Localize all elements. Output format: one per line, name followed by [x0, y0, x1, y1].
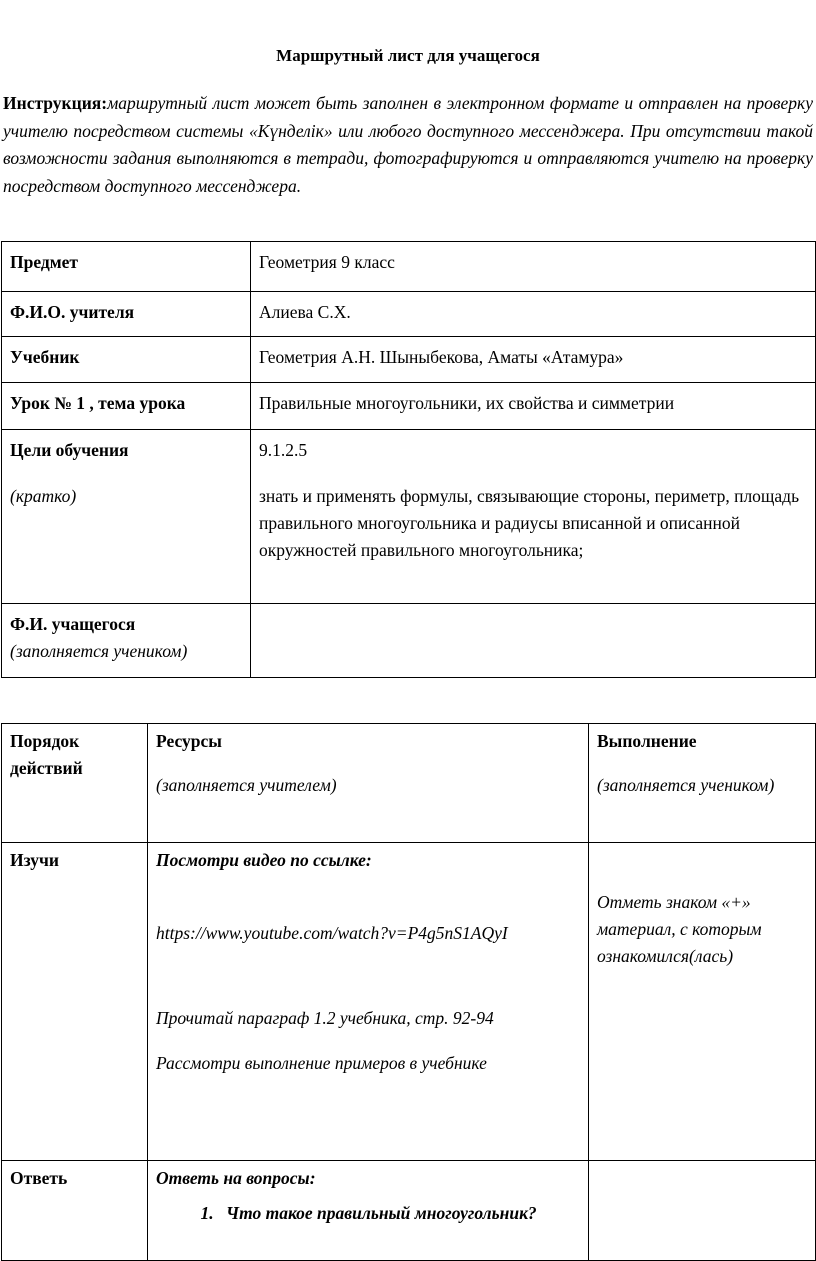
- video-link[interactable]: https://www.youtube.com/watch?v=P4g5nS1AQyI: [156, 923, 508, 943]
- table-row: [2, 430, 816, 604]
- questions-list: [156, 1200, 582, 1227]
- steps-table: [1, 723, 816, 1261]
- resources-note: (заполняется учителем): [156, 775, 337, 795]
- subject-value: Геометрия 9 класс: [251, 242, 816, 292]
- execution-header: Выполнение: [597, 731, 697, 751]
- answer-label: Ответь: [2, 1161, 148, 1261]
- study-execution-cell[interactable]: [589, 843, 816, 1161]
- table-row: [2, 292, 816, 337]
- lesson-label: Урок № 1 , тема урока: [2, 383, 251, 430]
- lesson-info-table: [1, 241, 816, 678]
- goals-label: Цели обучения: [10, 440, 129, 460]
- goals-cell-value: [251, 430, 816, 604]
- table-row: [2, 1161, 816, 1261]
- mark-material-text: Отметь знаком «+» материал, с которым ознакомился(лась): [597, 892, 762, 966]
- instruction-text: маршрутный лист может быть заполнен в электронном формате и отправлен на проверку учителю посредством системы «Күнделік» или любого доступного мессенджера. При отсутствии такой возможности задания выполняются в тетради, фотографируются и отправляются учителю на проверку посредством доступного мессенджера.: [3, 93, 813, 196]
- execution-header-cell: [589, 724, 816, 843]
- question-item: 1. Что такое правильный многоугольник?: [218, 1200, 582, 1227]
- goals-cell: [2, 430, 251, 604]
- resources-header-cell: [148, 724, 589, 843]
- instruction-label: Инструкция:: [3, 93, 108, 113]
- instruction-paragraph: [3, 90, 813, 200]
- table-row: [2, 843, 816, 1161]
- examine-examples-text: Рассмотри выполнение примеров в учебнике: [156, 1053, 487, 1073]
- textbook-label: Учебник: [2, 337, 251, 383]
- watch-video-text: Посмотри видео по ссылке:: [156, 850, 372, 870]
- table-row: [2, 604, 816, 678]
- teacher-label: Ф.И.О. учителя: [2, 292, 251, 337]
- resources-header: Ресурсы: [156, 731, 222, 751]
- page-title: Маршрутный лист для учащегося: [276, 46, 540, 65]
- study-resources-cell: [148, 843, 589, 1161]
- table-row: [2, 724, 816, 843]
- teacher-value: Алиева С.Х.: [251, 292, 816, 337]
- table-row: [2, 383, 816, 430]
- student-name-field[interactable]: [251, 604, 816, 678]
- textbook-value: Геометрия А.Н. Шыныбекова, Аматы «Атамура»: [251, 337, 816, 383]
- goals-text: знать и применять формулы, связывающие стороны, периметр, площадь правильного многоугольника и радиусы вписанной и описанной окружностей правильного многоугольника;: [259, 486, 800, 560]
- order-header: Порядок действий: [2, 724, 148, 843]
- execution-note: (заполняется учеником): [597, 775, 775, 795]
- table-row: [2, 242, 816, 292]
- lesson-value: Правильные многоугольники, их свойства и симметрии: [251, 383, 816, 430]
- student-note: (заполняется учеником): [10, 641, 188, 661]
- goals-code: 9.1.2.5: [259, 440, 308, 460]
- answer-resources-cell: [148, 1161, 589, 1261]
- answer-prompt: Ответь на вопросы:: [156, 1168, 316, 1188]
- goals-note: (кратко): [10, 486, 77, 506]
- answer-execution-cell[interactable]: [589, 1161, 816, 1261]
- table-row: [2, 337, 816, 383]
- read-paragraph-text: Прочитай параграф 1.2 учебника, стр. 92-94: [156, 1008, 494, 1028]
- student-cell: [2, 604, 251, 678]
- subject-label: Предмет: [2, 242, 251, 292]
- student-label: Ф.И. учащегося: [10, 614, 136, 634]
- study-label: Изучи: [2, 843, 148, 1161]
